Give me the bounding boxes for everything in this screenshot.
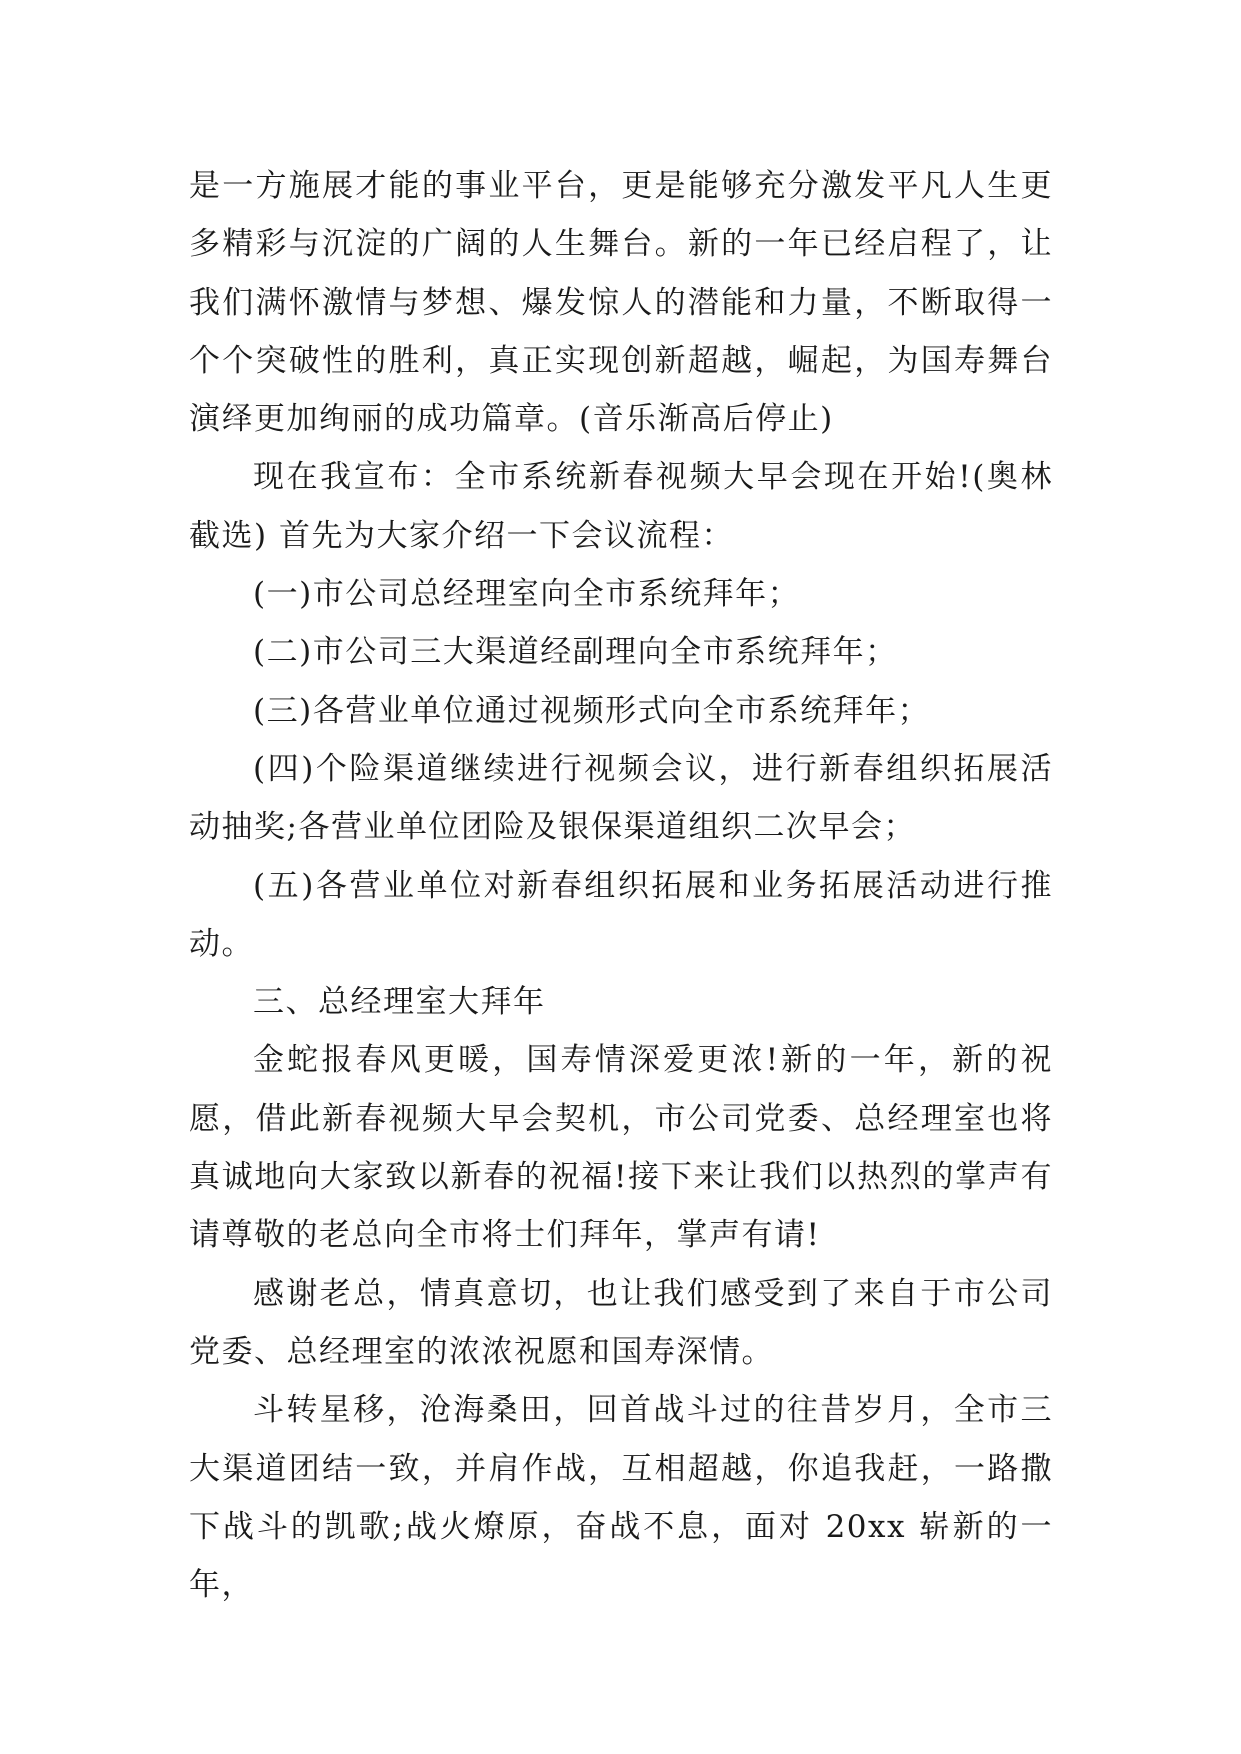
section-heading: 三、总经理室大拜年 [253, 984, 546, 1021]
paragraph-review: 斗转星移，沧海桑田，回首战斗过的往昔岁月，全市三大渠道团结一致，并肩作战，互相超越，你追我赶，一路撒下战斗的凯歌;战火燎原，奋战不息，面对 20xx 崭新的一年， [189, 1392, 1053, 1604]
paragraph-thanks: 感谢老总，情真意切，也让我们感受到了来自于市公司党委、总经理室的浓浓祝愿和国寿深情。 [189, 1275, 1053, 1370]
agenda-item-3: (三)各营业单位通过视频形式向全市系统拜年； [253, 692, 931, 729]
agenda-item-1: (一)市公司总经理室向全市系统拜年； [253, 576, 801, 613]
document-body [189, 157, 1053, 1614]
paragraph-1: 是一方施展才能的事业平台，更是能够充分激发平凡人生更多精彩与沉淀的广阔的人生舞台。新的一年已经启程了，让我们满怀激情与梦想、爆发惊人的潜能和力量，不断取得一个个突破性的胜利，真正实现创新超越，崛起，为国寿舞台演绎更加绚丽的成功篇章。(音乐渐高后停止) [189, 168, 1053, 438]
paragraph-2: 现在我宣布：全市系统新春视频大早会现在开始!(奥林截选) 首先为大家介绍一下会议流程： [189, 459, 1053, 554]
agenda-item-4: (四)个险渠道继续进行视频会议，进行新春组织拓展活动抽奖;各营业单位团险及银保渠道组织二次早会； [189, 750, 1053, 846]
agenda-item-5: (五)各营业单位对新春组织拓展和业务拓展活动进行推动。 [189, 867, 1053, 962]
paragraph-greeting: 金蛇报春风更暖，国寿情深爱更浓!新的一年，新的祝愿，借此新春视频大早会契机，市公司党委、总经理室也将真诚地向大家致以新春的祝福!接下来让我们以热烈的掌声有请尊敬的老总向全市将士们拜年，掌声有请! [189, 1042, 1053, 1254]
agenda-item-2: (二)市公司三大渠道经副理向全市系统拜年； [253, 634, 898, 671]
